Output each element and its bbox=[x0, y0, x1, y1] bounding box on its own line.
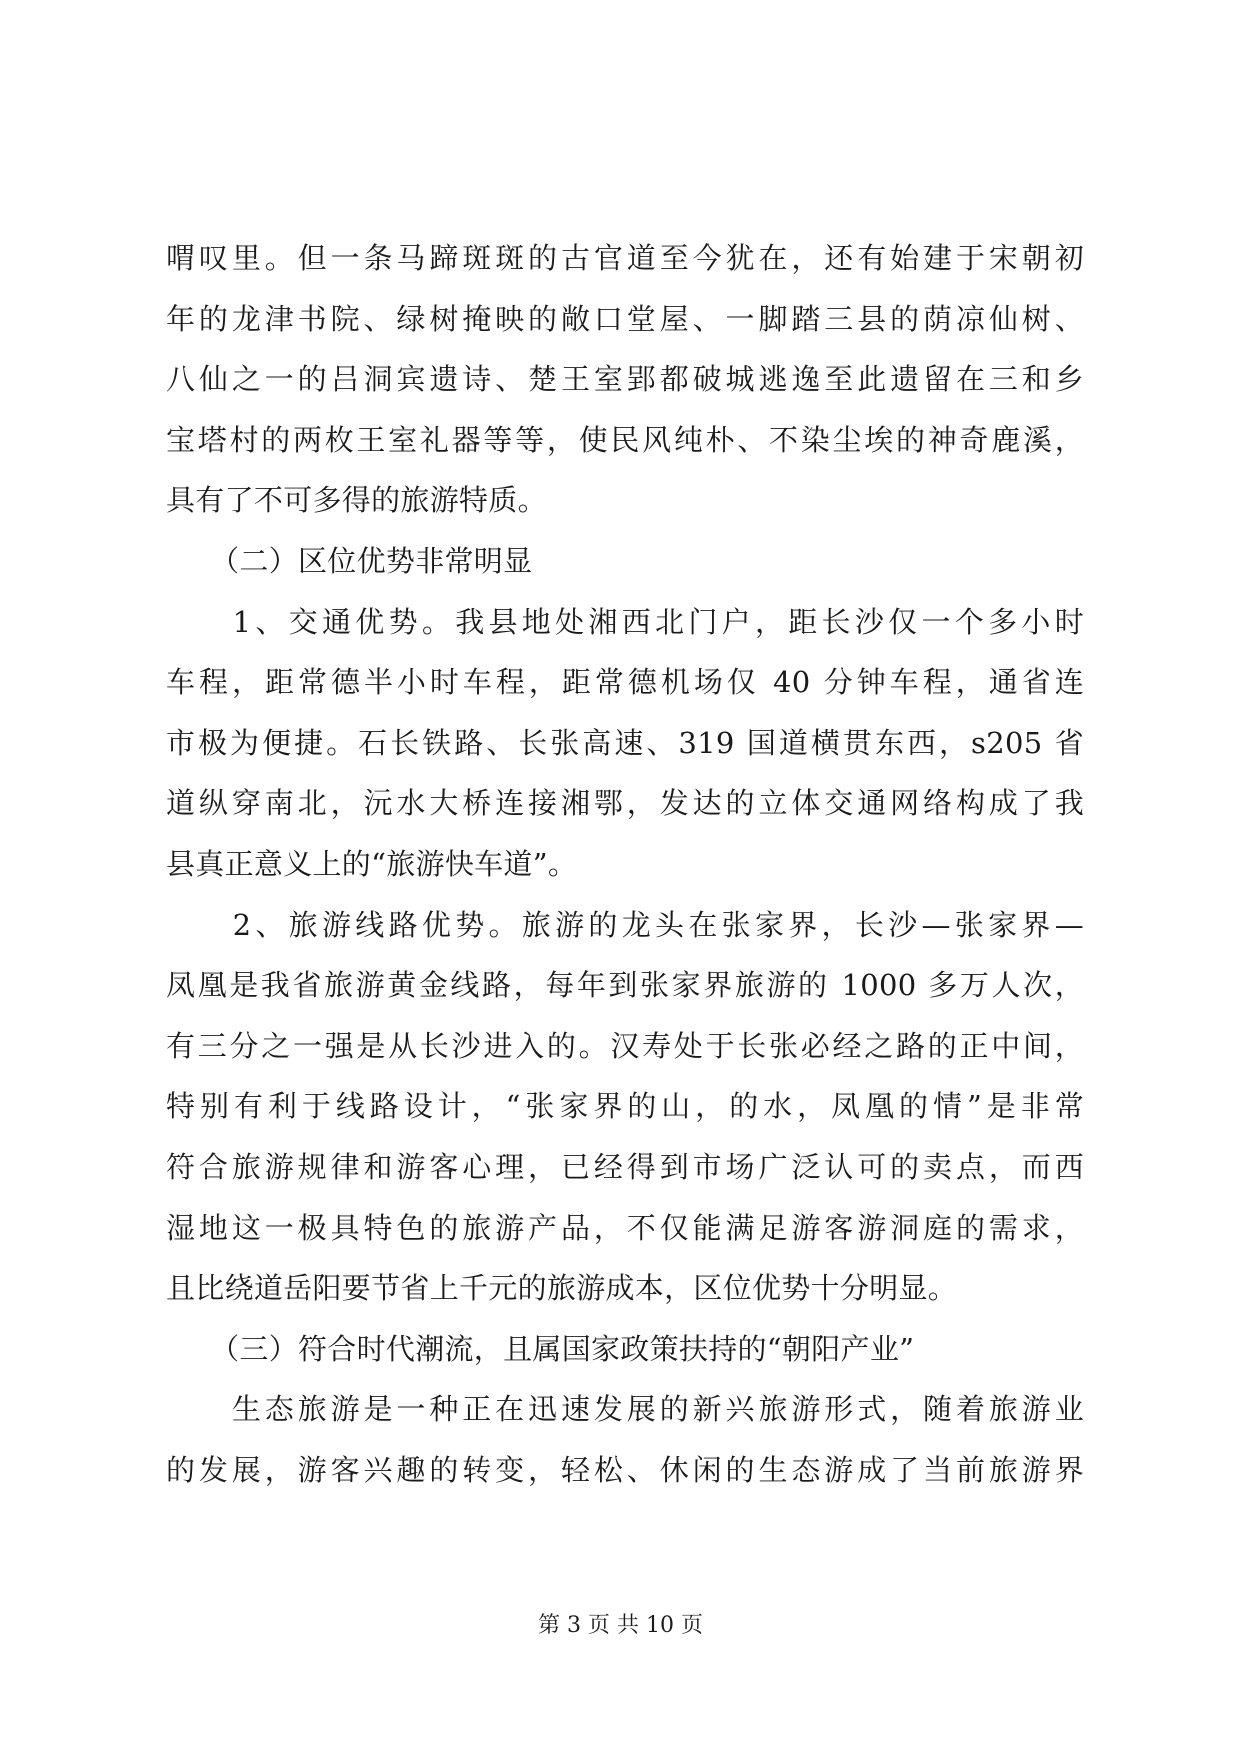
section-heading: （三）符合时代潮流，且属国家政策扶持的“朝阳产业” bbox=[166, 1331, 915, 1366]
text-line: 2、旅游线路优势。旅游的龙头在张家界，长沙—张家界— bbox=[166, 907, 1084, 942]
text-line: 且比绕道岳阳要节省上千元的旅游成本，区位优势十分明显。 bbox=[166, 1271, 958, 1306]
text-line: 车程，距常德半小时车程，距常德机场仅 40 分钟车程，通省连 bbox=[166, 665, 1084, 700]
text-line: 道纵穿南北，沅水大桥连接湘鄂，发达的立体交通网络构成了我 bbox=[166, 786, 1084, 821]
text-line: 的发展，游客兴趣的转变，轻松、休闲的生态游成了当前旅游界 bbox=[166, 1452, 1084, 1487]
text-line: 八仙之一的吕洞宾遗诗、楚王室郢都破城逃逸至此遗留在三和乡 bbox=[166, 362, 1084, 397]
text-line: 具有了不可多得的旅游特质。 bbox=[166, 483, 547, 518]
text-line: 宝塔村的两枚王室礼器等等，使民风纯朴、不染尘埃的神奇鹿溪， bbox=[166, 422, 1084, 457]
text-line: 县真正意义上的“旅游快车道”。 bbox=[166, 846, 578, 881]
text-line: 符合旅游规律和游客心理，已经得到市场广泛认可的卖点，而西 bbox=[166, 1149, 1084, 1184]
page-number-label: 第 3 页 共 10 页 bbox=[538, 1613, 703, 1638]
text-line: 喟叹里。但一条马蹄斑斑的古官道至今犹在，还有始建于宋朝初 bbox=[166, 241, 1084, 275]
text-line: 年的龙津书院、绿树掩映的敞口堂屋、一脚踏三县的荫凉仙树、 bbox=[166, 301, 1084, 336]
text-line: 市极为便捷。石长铁路、长张高速、319 国道横贯东西，s205 省 bbox=[166, 725, 1084, 760]
text-line: 1、交通优势。我县地处湘西北门户，距长沙仅一个多小时 bbox=[166, 604, 1084, 639]
page-footer bbox=[0, 1611, 1241, 1641]
text-line: 生态旅游是一种正在迅速发展的新兴旅游形式，随着旅游业 bbox=[166, 1392, 1084, 1427]
text-line: 特别有利于线路设计，“张家界的山，的水，凤凰的情”是非常 bbox=[166, 1089, 1084, 1124]
text-line: 有三分之一强是从长沙进入的。汉寿处于长张必经之路的正中间， bbox=[166, 1028, 1084, 1063]
text-line: 凤凰是我省旅游黄金线路，每年到张家界旅游的 1000 多万人次， bbox=[166, 968, 1084, 1003]
text-line: 湿地这一极具特色的旅游产品，不仅能满足游客游洞庭的需求， bbox=[166, 1210, 1084, 1245]
section-heading: （二）区位优势非常明显 bbox=[166, 543, 533, 578]
body-text bbox=[166, 228, 1084, 1500]
